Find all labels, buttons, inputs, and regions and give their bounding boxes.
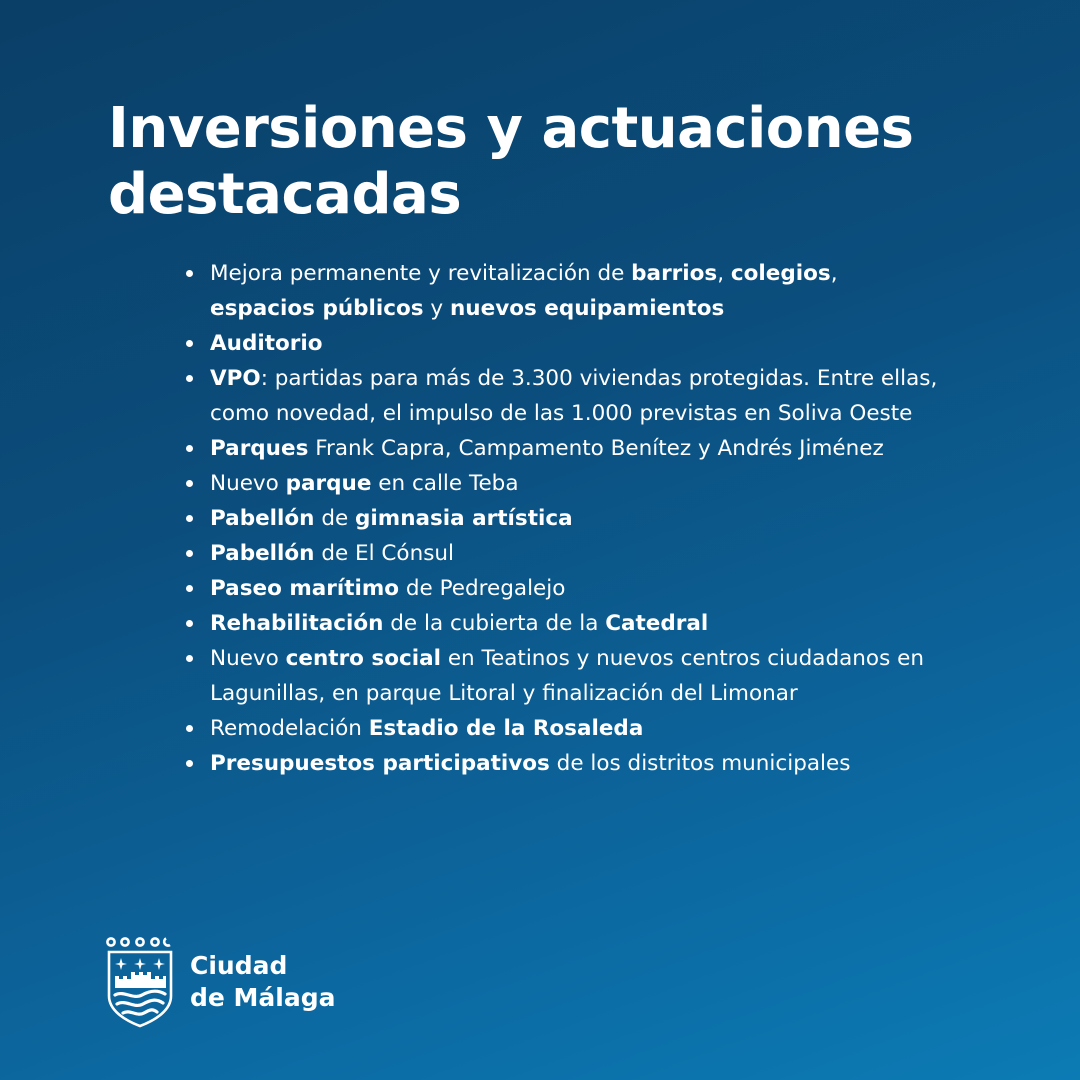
list-item-text: Nuevo (210, 471, 286, 496)
list-item-text: Frank Capra, Campamento Benítez y Andrés Jiménez (308, 436, 884, 461)
list-item (182, 326, 942, 361)
list-item-text: de los distritos municipales (549, 751, 851, 776)
highlighted-text: Rehabilitación (210, 611, 384, 636)
list-item-text: Remodelación (210, 716, 369, 741)
list-item (182, 361, 942, 431)
highlighted-text: centro social (285, 646, 441, 671)
highlighted-text: Estadio de la Rosaleda (368, 716, 644, 741)
list-item (182, 746, 942, 781)
highlighted-text: barrios (631, 261, 718, 286)
highlighted-text: espacios públicos (210, 296, 424, 321)
list-item-text: de Pedregalejo (399, 576, 566, 601)
list-item-text: en Teatinos y nuevos centros ciudadanos en Lagunillas, en parque Litoral y finalización del Limonar (210, 646, 924, 706)
highlighted-text: parque (285, 471, 372, 496)
highlighted-text: Parques (210, 436, 309, 461)
list-item (182, 606, 942, 641)
city-name-line1: Ciudad (190, 951, 288, 980)
list-item-text: : partidas para más de 3.300 viviendas protegidas. Entre ellas, como novedad, el impulso de las 1.000 previstas en Soliva Oeste (210, 366, 938, 426)
highlighted-text: Pabellón (210, 541, 315, 566)
list-item (182, 466, 942, 501)
list-item-text: Mejora permanente y revitalización de (210, 261, 632, 286)
page-title: Inversiones y actuaciones destacadas (108, 96, 914, 227)
list-item-text: en calle Teba (371, 471, 519, 496)
city-name-line2: de Málaga (190, 983, 336, 1012)
malaga-coat-of-arms-icon (106, 936, 174, 1028)
list-item (182, 431, 942, 466)
list-item (182, 256, 942, 326)
highlighted-text: Pabellón (210, 506, 315, 531)
highlighted-text: Paseo marítimo (210, 576, 400, 601)
list-item-text: de (314, 506, 356, 531)
list-item (182, 536, 942, 571)
city-name (190, 950, 336, 1014)
city-logo (106, 936, 366, 1028)
list-item (182, 641, 942, 711)
list-item (182, 571, 942, 606)
highlighted-text: VPO (210, 366, 261, 391)
list-item-text: , (717, 261, 731, 286)
highlighted-text: Catedral (605, 611, 709, 636)
list-item (182, 711, 942, 746)
highlighted-text: Presupuestos participativos (210, 751, 550, 776)
highlighted-text: colegios (730, 261, 831, 286)
list-item-text: de la cubierta de la (383, 611, 606, 636)
list-item-text: Nuevo (210, 646, 286, 671)
highlighted-text: Auditorio (210, 331, 323, 356)
list-item-text: y (423, 296, 450, 321)
investments-list (182, 256, 942, 781)
highlighted-text: gimnasia artística (355, 506, 573, 531)
list-item-text: , (830, 261, 838, 286)
list-item-text: de El Cónsul (314, 541, 455, 566)
highlighted-text: nuevos equipamientos (450, 296, 725, 321)
list-item (182, 501, 942, 536)
